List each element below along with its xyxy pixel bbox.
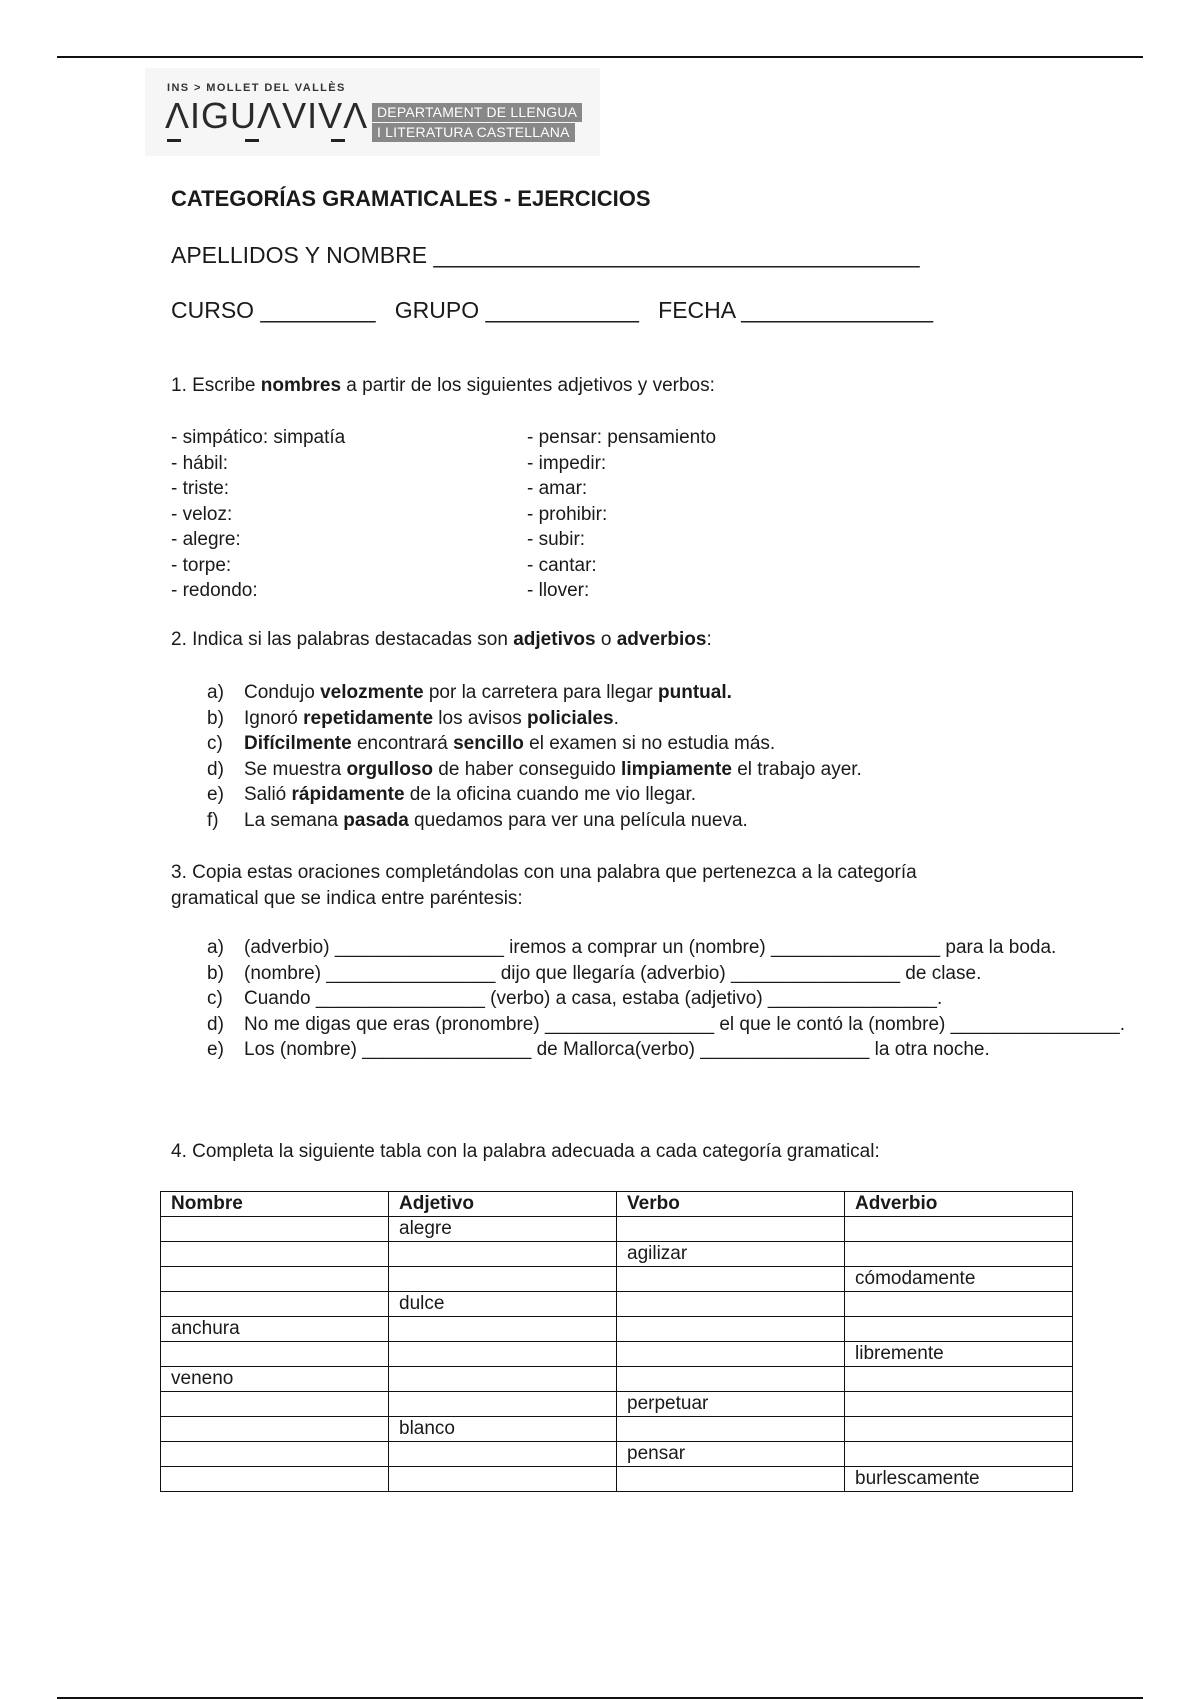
question-1-rest: a partir de los siguientes adjetivos y verbos: — [341, 375, 715, 396]
item-text — [244, 706, 619, 732]
table-cell — [389, 1342, 617, 1367]
table-row — [161, 1392, 1073, 1417]
list-item: - prohibir: — [527, 503, 608, 525]
table-cell: cómodamente — [845, 1267, 1073, 1292]
table-cell: dulce — [389, 1292, 617, 1317]
table-cell — [161, 1217, 389, 1242]
table-cell — [389, 1467, 617, 1492]
list-item: - triste: — [171, 478, 230, 499]
sentence-fragment: Condujo — [244, 682, 321, 703]
highlighted-word: repetidamente — [303, 707, 434, 729]
list-item: - simpático: simpatía — [171, 427, 346, 448]
table-cell — [161, 1467, 389, 1492]
table-cell — [845, 1367, 1073, 1392]
table-cell: blanco — [389, 1417, 617, 1442]
adjective-list — [171, 425, 345, 604]
question-1 — [171, 375, 715, 397]
table-cell — [617, 1317, 845, 1342]
question-3 — [171, 860, 917, 912]
item-text: No me digas que eras (pronombre) ________________ el que le contó la (nombre) ________________. — [244, 1013, 1125, 1035]
sentence-fragment: . — [613, 707, 619, 729]
list-item: - impedir: — [527, 452, 607, 474]
list-item: - cantar: — [527, 554, 597, 576]
item-label: a) — [207, 682, 224, 703]
school-location: INS > MOLLET DEL VALLÈS — [167, 82, 346, 94]
table-cell — [389, 1442, 617, 1467]
list-item — [207, 935, 1144, 961]
list-item — [207, 731, 862, 757]
table-row — [161, 1217, 1073, 1242]
page-title: CATEGORÍAS GRAMATICALES - EJERCICIOS — [171, 186, 651, 211]
list-item: - subir: — [527, 529, 586, 550]
list-item — [207, 1012, 1144, 1038]
school-brand: ΛIGUΛVIVΛ — [165, 95, 369, 136]
list-item — [207, 680, 862, 706]
sentence-fragment: el examen si no estudia más. — [523, 733, 776, 754]
table-row — [161, 1342, 1073, 1367]
table-row — [161, 1242, 1073, 1267]
column-header: Adverbio — [845, 1192, 1073, 1217]
item-label: b) — [207, 707, 224, 729]
item-text — [244, 731, 775, 757]
highlighted-word: orgulloso — [346, 758, 433, 780]
table-cell — [161, 1392, 389, 1417]
list-item: - alegre: — [171, 529, 241, 550]
question-2-bold-adjetivos: adjetivos — [513, 629, 596, 650]
table-cell — [389, 1367, 617, 1392]
top-rule — [57, 56, 1143, 58]
table-cell — [845, 1217, 1073, 1242]
sentence-fragment: los avisos — [433, 707, 528, 729]
item-label: f) — [207, 809, 219, 831]
table-cell: pensar — [617, 1442, 845, 1467]
question-2-text: o — [595, 629, 617, 650]
table-cell — [617, 1417, 845, 1442]
column-header: Adjetivo — [389, 1192, 617, 1217]
table-row — [161, 1442, 1073, 1467]
school-logo — [145, 68, 600, 156]
course-group-date-line: CURSO _________ GRUPO ____________ FECHA _______________ — [171, 297, 934, 323]
list-item — [207, 706, 862, 732]
table-row — [161, 1267, 1073, 1292]
highlighted-word: Difícilmente — [244, 733, 352, 754]
bottom-rule — [57, 1697, 1143, 1699]
item-text: (nombre) ________________ dijo que llegaría (adverbio) ________________ de clase. — [244, 962, 982, 984]
table-cell — [389, 1317, 617, 1342]
item-text: (adverbio) ________________ iremos a comprar un (nombre) ________________ para la boda. — [244, 937, 1057, 958]
sentence-fragment: encontrará — [351, 733, 454, 754]
sentence-fragment: La semana — [244, 809, 344, 831]
item-label: d) — [207, 758, 224, 780]
table-cell: alegre — [389, 1217, 617, 1242]
table-cell — [617, 1342, 845, 1367]
table-cell — [617, 1292, 845, 1317]
item-label: a) — [207, 937, 224, 958]
table-row — [161, 1367, 1073, 1392]
verb-list — [527, 425, 716, 604]
question-1-prefix: 1. Escribe — [171, 375, 261, 396]
highlighted-word: limpiamente — [621, 758, 732, 780]
list-item: - torpe: — [171, 554, 232, 576]
question-2 — [171, 629, 712, 651]
table-cell — [161, 1417, 389, 1442]
list-item: - veloz: — [171, 503, 233, 525]
question-2-items — [207, 680, 862, 833]
question-3-line: gramatical que se indica entre paréntesis: — [171, 888, 523, 909]
table-cell — [845, 1392, 1073, 1417]
department-line-1: DEPARTAMENT DE LLENGUA — [372, 103, 582, 122]
question-4: 4. Completa la siguiente tabla con la palabra adecuada a cada categoría gramatical: — [171, 1141, 880, 1162]
item-text — [244, 808, 748, 834]
question-2-text: : — [706, 629, 712, 650]
list-item — [207, 1037, 1144, 1063]
question-2-text: 2. Indica si las palabras destacadas son — [171, 629, 514, 650]
table-row — [161, 1317, 1073, 1342]
sentence-fragment: de haber conseguido — [433, 758, 622, 780]
list-item: - llover: — [527, 580, 590, 601]
table-cell — [845, 1417, 1073, 1442]
highlighted-word: rápidamente — [291, 784, 405, 805]
table-cell — [617, 1367, 845, 1392]
item-label: e) — [207, 784, 224, 805]
table-cell — [845, 1292, 1073, 1317]
list-item — [207, 808, 862, 834]
table-header-row — [161, 1192, 1073, 1217]
highlighted-word: sencillo — [453, 733, 524, 754]
logo-bar — [245, 139, 259, 142]
table-cell — [617, 1217, 845, 1242]
item-text — [244, 680, 732, 706]
table-cell — [161, 1342, 389, 1367]
table-cell: veneno — [161, 1367, 389, 1392]
highlighted-word: puntual. — [658, 682, 732, 703]
sentence-fragment: por la carretera para llegar — [423, 682, 658, 703]
sentence-fragment: de la oficina cuando me vio llegar. — [404, 784, 697, 805]
table-cell — [161, 1442, 389, 1467]
question-3-line: 3. Copia estas oraciones completándolas con una palabra que pertenezca a la categoría — [171, 862, 917, 883]
table-row — [161, 1292, 1073, 1317]
name-field-line: APELLIDOS Y NOMBRE ______________________________________ — [171, 242, 920, 268]
table-cell — [161, 1292, 389, 1317]
department-line-2: I LITERATURA CASTELLANA — [372, 123, 575, 142]
table-cell: libremente — [845, 1342, 1073, 1367]
table-row — [161, 1467, 1073, 1492]
table-cell — [845, 1442, 1073, 1467]
item-text — [244, 782, 696, 808]
list-item — [207, 961, 1144, 987]
logo-bar — [331, 139, 345, 142]
item-label: e) — [207, 1039, 224, 1060]
table-cell — [845, 1317, 1073, 1342]
table-cell — [389, 1242, 617, 1267]
item-text: Los (nombre) ________________ de Mallorca(verbo) ________________ la otra noche. — [244, 1039, 990, 1060]
column-header: Verbo — [617, 1192, 845, 1217]
table-cell — [389, 1267, 617, 1292]
list-item: - pensar: pensamiento — [527, 427, 717, 448]
question-2-bold-adverbios: adverbios — [616, 629, 707, 650]
sentence-fragment: Salió — [244, 784, 292, 805]
list-item — [207, 782, 862, 808]
table-cell — [161, 1242, 389, 1267]
sentence-fragment: el trabajo ayer. — [731, 758, 862, 780]
column-header: Nombre — [161, 1192, 389, 1217]
sentence-fragment: quedamos para ver una película nueva. — [408, 809, 748, 831]
table-cell — [845, 1242, 1073, 1267]
table-cell — [617, 1267, 845, 1292]
item-text — [244, 757, 862, 783]
sentence-fragment: Ignoró — [244, 707, 304, 729]
table-cell — [161, 1267, 389, 1292]
list-item: - redondo: — [171, 580, 258, 601]
highlighted-word: policiales — [527, 707, 614, 729]
item-label: c) — [207, 988, 223, 1009]
table-cell: anchura — [161, 1317, 389, 1342]
list-item: - hábil: — [171, 452, 229, 474]
table-cell — [389, 1392, 617, 1417]
question-3-items — [207, 935, 1144, 1063]
table-cell: burlescamente — [845, 1467, 1073, 1492]
highlighted-word: pasada — [343, 809, 409, 831]
grammar-table — [160, 1191, 1073, 1492]
highlighted-word: velozmente — [320, 682, 424, 703]
list-item — [207, 986, 1144, 1012]
item-label: c) — [207, 733, 223, 754]
sentence-fragment: Se muestra — [244, 758, 347, 780]
table-cell: agilizar — [617, 1242, 845, 1267]
list-item — [207, 757, 862, 783]
table-cell — [617, 1467, 845, 1492]
logo-bar — [167, 139, 181, 142]
table-row — [161, 1417, 1073, 1442]
item-label: b) — [207, 962, 224, 984]
list-item: - amar: — [527, 478, 588, 499]
question-1-bold: nombres — [260, 375, 342, 396]
item-label: d) — [207, 1013, 224, 1035]
table-cell: perpetuar — [617, 1392, 845, 1417]
item-text: Cuando ________________ (verbo) a casa, estaba (adjetivo) ________________. — [244, 988, 943, 1009]
